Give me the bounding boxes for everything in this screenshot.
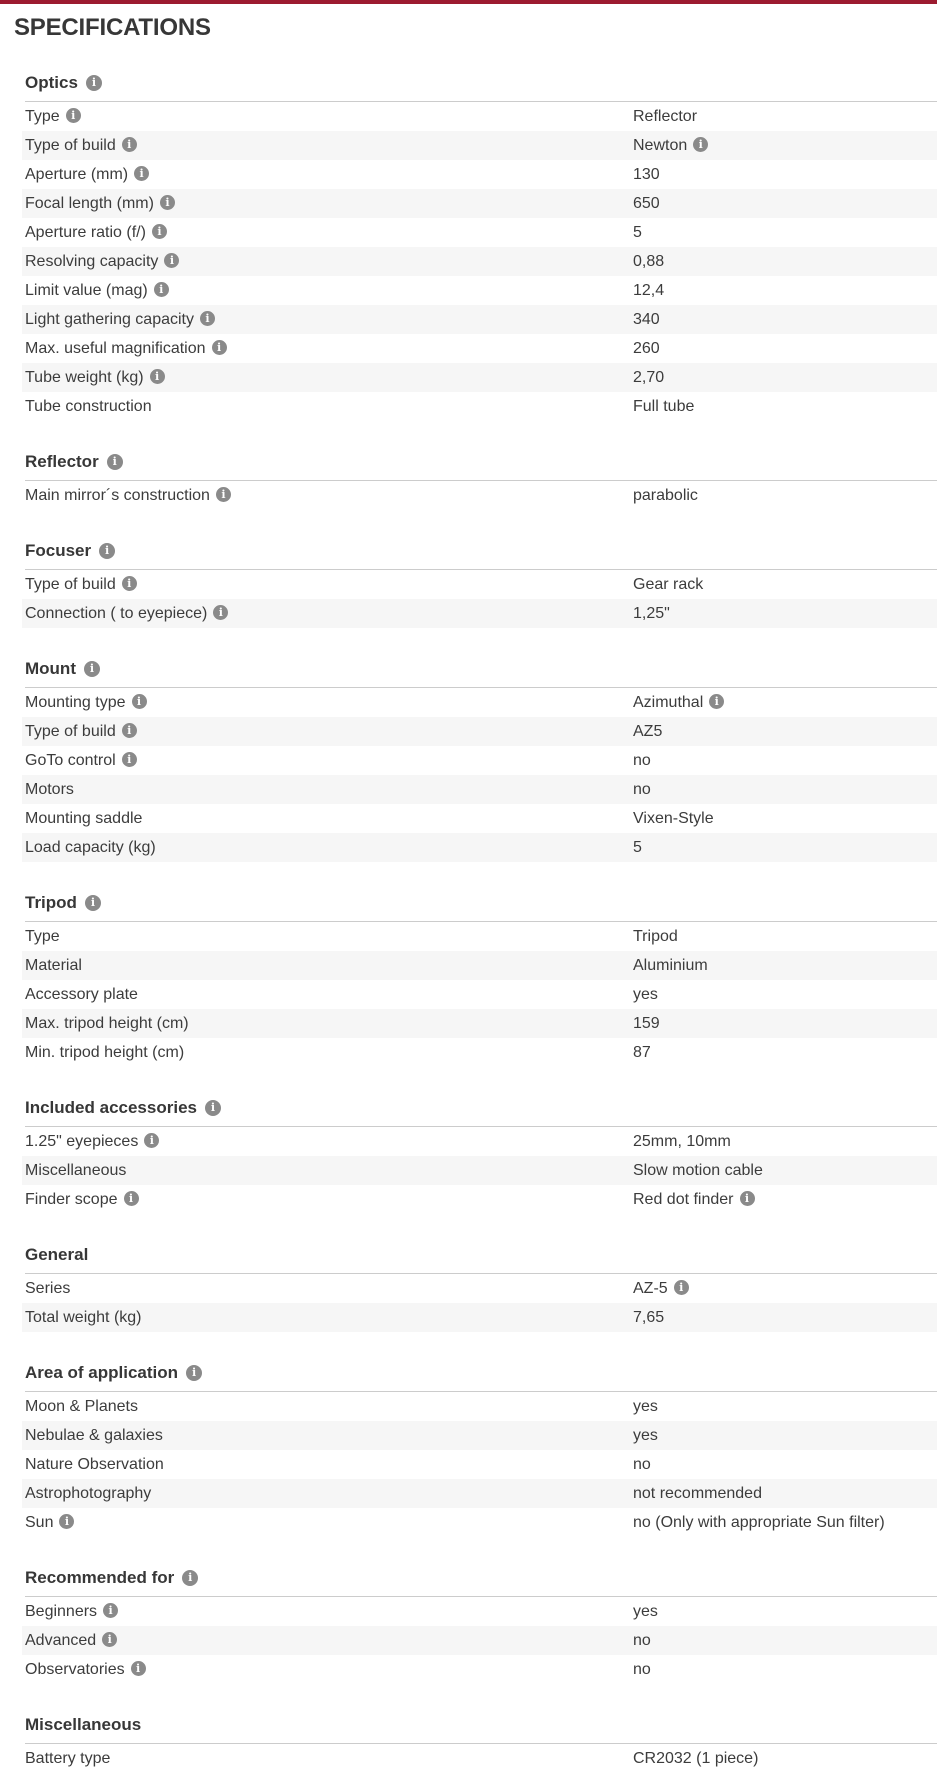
- spec-value: yes: [633, 1398, 658, 1415]
- spec-label: Nebulae & galaxies: [25, 1427, 163, 1444]
- spec-row: [22, 833, 937, 862]
- spec-table: [22, 1274, 937, 1332]
- spec-label-cell: [22, 131, 633, 160]
- spec-value: no: [633, 1632, 651, 1649]
- info-icon[interactable]: i: [212, 340, 227, 355]
- spec-label-cell: [22, 1274, 633, 1303]
- spec-value-cell: [633, 131, 937, 160]
- spec-row: [22, 1450, 937, 1479]
- spec-label-cell: [22, 1655, 633, 1684]
- section-title: Recommended for: [25, 1568, 175, 1587]
- spec-row: [22, 1655, 937, 1684]
- spec-label-cell: [22, 160, 633, 189]
- spec-row: [22, 1626, 937, 1655]
- spec-label-cell: [22, 1744, 633, 1773]
- spec-label-cell: [22, 481, 633, 510]
- info-icon[interactable]: i: [124, 1191, 139, 1206]
- spec-value-cell: [633, 599, 937, 628]
- spec-row: [22, 1127, 937, 1156]
- spec-label: Motors: [25, 781, 74, 798]
- spec-label: Finder scope: [25, 1191, 118, 1208]
- info-icon[interactable]: i: [150, 369, 165, 384]
- spec-row: [22, 276, 937, 305]
- spec-value-cell: [633, 570, 937, 599]
- spec-label: Max. tripod height (cm): [25, 1015, 189, 1032]
- section-title: Included accessories: [25, 1098, 197, 1117]
- spec-value: AZ5: [633, 723, 663, 740]
- section-header: [25, 1097, 937, 1127]
- info-icon[interactable]: i: [102, 1632, 117, 1647]
- spec-value-cell: [633, 717, 937, 746]
- spec-row: [22, 247, 937, 276]
- spec-row: [22, 392, 937, 421]
- section-header: [25, 540, 937, 570]
- accent-bar: [0, 0, 937, 4]
- spec-value-cell: [633, 1392, 937, 1421]
- spec-label-cell: [22, 102, 633, 131]
- spec-row: [22, 951, 937, 980]
- spec-value-cell: [633, 305, 937, 334]
- spec-label-cell: [22, 717, 633, 746]
- spec-row: [22, 1009, 937, 1038]
- spec-label: GoTo control: [25, 752, 116, 769]
- spec-row: [22, 189, 937, 218]
- section-header: [25, 1567, 937, 1597]
- spec-label-cell: [22, 1450, 633, 1479]
- spec-value-cell: [633, 775, 937, 804]
- spec-value-cell: [633, 1009, 937, 1038]
- spec-label: Light gathering capacity: [25, 311, 194, 328]
- spec-value: 159: [633, 1015, 660, 1032]
- spec-table: [22, 1392, 937, 1537]
- spec-row: [22, 218, 937, 247]
- spec-label-cell: [22, 363, 633, 392]
- spec-label: Connection ( to eyepiece): [25, 605, 208, 622]
- spec-label: Type of build: [25, 576, 116, 593]
- spec-section: [0, 1097, 937, 1214]
- spec-value: Vixen-Style: [633, 810, 714, 827]
- spec-value: Slow motion cable: [633, 1162, 763, 1179]
- spec-value: 87: [633, 1044, 651, 1061]
- spec-label: Type: [25, 108, 60, 125]
- spec-row: [22, 160, 937, 189]
- spec-value-cell: [633, 1421, 937, 1450]
- info-icon[interactable]: i: [107, 454, 123, 470]
- info-icon[interactable]: i: [122, 576, 137, 591]
- spec-value-cell: [633, 833, 937, 862]
- spec-label-cell: [22, 833, 633, 862]
- spec-value-cell: [633, 804, 937, 833]
- section-title: Optics: [25, 73, 78, 92]
- spec-label-cell: [22, 1009, 633, 1038]
- section-header: [25, 1714, 937, 1744]
- spec-section: [0, 540, 937, 628]
- spec-table: [22, 1597, 937, 1684]
- spec-row: [22, 717, 937, 746]
- spec-value-cell: [633, 189, 937, 218]
- spec-row: [22, 980, 937, 1009]
- spec-label-cell: [22, 276, 633, 305]
- spec-value: 1,25": [633, 605, 670, 622]
- section-header: [25, 451, 937, 481]
- spec-section: [0, 1244, 937, 1332]
- spec-value-cell: [633, 922, 937, 951]
- spec-row: [22, 1303, 937, 1332]
- spec-label: Limit value (mag): [25, 282, 148, 299]
- spec-value: 260: [633, 340, 660, 357]
- spec-label-cell: [22, 1127, 633, 1156]
- spec-value: Reflector: [633, 108, 698, 125]
- info-icon[interactable]: i: [122, 137, 137, 152]
- spec-table: [22, 102, 937, 421]
- spec-row: [22, 922, 937, 951]
- spec-value-cell: [633, 102, 937, 131]
- spec-label: Main mirror´s construction: [25, 487, 210, 504]
- info-icon[interactable]: i: [66, 108, 81, 123]
- spec-value: 5: [633, 224, 642, 241]
- spec-label: Min. tripod height (cm): [25, 1044, 185, 1061]
- info-icon[interactable]: i: [131, 1661, 146, 1676]
- info-icon[interactable]: i: [693, 137, 708, 152]
- spec-value-cell: [633, 1597, 937, 1626]
- spec-label: Advanced: [25, 1632, 97, 1649]
- spec-row: [22, 1185, 937, 1214]
- spec-value: 0,88: [633, 253, 665, 270]
- spec-label-cell: [22, 189, 633, 218]
- spec-label: Miscellaneous: [25, 1162, 127, 1179]
- spec-label: Series: [25, 1280, 71, 1297]
- info-icon[interactable]: i: [144, 1133, 159, 1148]
- spec-label: Nature Observation: [25, 1456, 164, 1473]
- spec-value-cell: [633, 980, 937, 1009]
- spec-value: no (Only with appropriate Sun filter): [633, 1514, 885, 1531]
- section-title: Reflector: [25, 452, 99, 471]
- spec-label: 1.25" eyepieces: [25, 1133, 139, 1150]
- spec-row: [22, 1597, 937, 1626]
- spec-label-cell: [22, 746, 633, 775]
- spec-value-cell: [633, 392, 937, 421]
- spec-value: no: [633, 1661, 651, 1678]
- info-icon[interactable]: i: [154, 282, 169, 297]
- spec-label: Moon & Planets: [25, 1398, 138, 1415]
- spec-label-cell: [22, 1508, 633, 1537]
- spec-label-cell: [22, 688, 633, 717]
- spec-value: CR2032 (1 piece): [633, 1750, 759, 1767]
- spec-row: [22, 1508, 937, 1537]
- info-icon[interactable]: i: [134, 166, 149, 181]
- info-icon[interactable]: i: [205, 1100, 221, 1116]
- spec-value-cell: [633, 1655, 937, 1684]
- spec-value-cell: [633, 1156, 937, 1185]
- spec-label: Aperture ratio (f/): [25, 224, 146, 241]
- spec-row: [22, 746, 937, 775]
- spec-table: [22, 570, 937, 628]
- info-icon[interactable]: i: [122, 723, 137, 738]
- spec-row: [22, 775, 937, 804]
- spec-label: Material: [25, 957, 82, 974]
- spec-label-cell: [22, 1479, 633, 1508]
- spec-value: no: [633, 752, 651, 769]
- spec-value-cell: [633, 746, 937, 775]
- spec-label: Sun: [25, 1514, 54, 1531]
- section-title: Tripod: [25, 893, 77, 912]
- spec-row: [22, 102, 937, 131]
- spec-table: [22, 1744, 937, 1773]
- spec-table: [22, 922, 937, 1067]
- section-header: [25, 72, 937, 102]
- spec-value: 25mm, 10mm: [633, 1133, 731, 1150]
- spec-label: Resolving capacity: [25, 253, 159, 270]
- spec-label: Astrophotography: [25, 1485, 152, 1502]
- specifications-sections: [0, 72, 937, 1773]
- spec-value-cell: [633, 276, 937, 305]
- spec-row: [22, 481, 937, 510]
- spec-value: 2,70: [633, 369, 665, 386]
- spec-value-cell: [633, 688, 937, 717]
- spec-value: Gear rack: [633, 576, 704, 593]
- section-title: Focuser: [25, 541, 92, 560]
- info-icon[interactable]: i: [59, 1514, 74, 1529]
- section-title: Mount: [25, 659, 76, 678]
- spec-label-cell: [22, 804, 633, 833]
- info-icon[interactable]: i: [99, 543, 115, 559]
- spec-label: Observatories: [25, 1661, 125, 1678]
- spec-value: Full tube: [633, 398, 695, 415]
- spec-value: 5: [633, 839, 642, 856]
- spec-row: [22, 363, 937, 392]
- spec-value-cell: [633, 160, 937, 189]
- spec-section: [0, 451, 937, 510]
- spec-label: Type: [25, 928, 60, 945]
- spec-value: not recommended: [633, 1485, 762, 1502]
- section-title: Area of application: [25, 1363, 179, 1382]
- spec-value: 650: [633, 195, 660, 212]
- spec-section: [0, 1714, 937, 1773]
- spec-row: [22, 1421, 937, 1450]
- spec-value: Newton: [633, 137, 688, 154]
- spec-value: Tripod: [633, 928, 678, 945]
- spec-label: Load capacity (kg): [25, 839, 156, 856]
- spec-value-cell: [633, 218, 937, 247]
- spec-value-cell: [633, 1303, 937, 1332]
- info-icon[interactable]: i: [84, 661, 100, 677]
- spec-label-cell: [22, 1392, 633, 1421]
- section-header: [25, 658, 937, 688]
- spec-value: Azimuthal: [633, 694, 704, 711]
- spec-label-cell: [22, 1626, 633, 1655]
- spec-row: [22, 599, 937, 628]
- spec-value-cell: [633, 1450, 937, 1479]
- page-title: SPECIFICATIONS: [14, 14, 211, 41]
- spec-table: [22, 688, 937, 862]
- spec-label-cell: [22, 218, 633, 247]
- spec-label-cell: [22, 1156, 633, 1185]
- spec-row: [22, 1392, 937, 1421]
- info-icon[interactable]: i: [86, 75, 102, 91]
- spec-row: [22, 1038, 937, 1067]
- info-icon[interactable]: i: [164, 253, 179, 268]
- spec-label: Beginners: [25, 1603, 98, 1620]
- info-icon[interactable]: i: [182, 1570, 198, 1586]
- spec-value: parabolic: [633, 487, 698, 504]
- spec-label-cell: [22, 247, 633, 276]
- spec-value-cell: [633, 1744, 937, 1773]
- spec-label: Mounting saddle: [25, 810, 143, 827]
- spec-row: [22, 1479, 937, 1508]
- spec-value: no: [633, 1456, 651, 1473]
- info-icon[interactable]: i: [152, 224, 167, 239]
- spec-label: Aperture (mm): [25, 166, 129, 183]
- spec-value-cell: [633, 1274, 937, 1303]
- spec-label: Accessory plate: [25, 986, 138, 1003]
- spec-section: [0, 72, 937, 421]
- spec-value-cell: [633, 363, 937, 392]
- section-header: [25, 892, 937, 922]
- spec-label: Focal length (mm): [25, 195, 154, 212]
- info-icon[interactable]: i: [132, 694, 147, 709]
- info-icon[interactable]: i: [216, 487, 231, 502]
- spec-row: [22, 804, 937, 833]
- spec-row: [22, 1156, 937, 1185]
- spec-value: yes: [633, 1427, 658, 1444]
- spec-value: AZ-5: [633, 1280, 668, 1297]
- spec-value-cell: [633, 1508, 937, 1537]
- section-header: [25, 1362, 937, 1392]
- section-title: General: [25, 1245, 89, 1264]
- spec-table: [22, 481, 937, 510]
- spec-row: [22, 1274, 937, 1303]
- spec-value: 7,65: [633, 1309, 665, 1326]
- spec-value: 340: [633, 311, 660, 328]
- spec-label-cell: [22, 1303, 633, 1332]
- spec-value: no: [633, 781, 651, 798]
- info-icon[interactable]: i: [200, 311, 215, 326]
- spec-table: [22, 1127, 937, 1214]
- spec-label: Total weight (kg): [25, 1309, 142, 1326]
- spec-label-cell: [22, 980, 633, 1009]
- spec-row: [22, 334, 937, 363]
- info-icon[interactable]: i: [160, 195, 175, 210]
- spec-section: [0, 658, 937, 862]
- spec-section: [0, 892, 937, 1067]
- spec-label-cell: [22, 951, 633, 980]
- spec-row: [22, 688, 937, 717]
- spec-value: Aluminium: [633, 957, 708, 974]
- spec-label: Mounting type: [25, 694, 126, 711]
- spec-label-cell: [22, 775, 633, 804]
- info-icon[interactable]: i: [213, 605, 228, 620]
- spec-label-cell: [22, 305, 633, 334]
- spec-value: 130: [633, 166, 660, 183]
- spec-section: [0, 1567, 937, 1684]
- spec-label: Battery type: [25, 1750, 111, 1767]
- spec-value-cell: [633, 481, 937, 510]
- section-title: Miscellaneous: [25, 1715, 142, 1734]
- spec-value-cell: [633, 1479, 937, 1508]
- info-icon[interactable]: i: [709, 694, 724, 709]
- info-icon[interactable]: i: [122, 752, 137, 767]
- spec-section: [0, 1362, 937, 1537]
- spec-label-cell: [22, 392, 633, 421]
- spec-row: [22, 570, 937, 599]
- spec-value-cell: [633, 1038, 937, 1067]
- spec-label-cell: [22, 570, 633, 599]
- spec-label-cell: [22, 599, 633, 628]
- spec-value-cell: [633, 1127, 937, 1156]
- spec-row: [22, 1744, 937, 1773]
- spec-row: [22, 131, 937, 160]
- spec-label: Type of build: [25, 137, 116, 154]
- spec-label: Type of build: [25, 723, 116, 740]
- info-icon[interactable]: i: [103, 1603, 118, 1618]
- spec-label-cell: [22, 334, 633, 363]
- spec-label: Max. useful magnification: [25, 340, 206, 357]
- spec-label: Tube weight (kg): [25, 369, 144, 386]
- spec-value-cell: [633, 951, 937, 980]
- spec-label-cell: [22, 1185, 633, 1214]
- info-icon[interactable]: i: [674, 1280, 689, 1295]
- spec-value: Red dot finder: [633, 1191, 734, 1208]
- spec-value-cell: [633, 334, 937, 363]
- spec-label-cell: [22, 1421, 633, 1450]
- spec-label: Tube construction: [25, 398, 152, 415]
- spec-row: [22, 305, 937, 334]
- spec-value: yes: [633, 1603, 658, 1620]
- spec-value-cell: [633, 247, 937, 276]
- spec-label-cell: [22, 1038, 633, 1067]
- spec-value: 12,4: [633, 282, 665, 299]
- info-icon[interactable]: i: [186, 1365, 202, 1381]
- spec-value-cell: [633, 1185, 937, 1214]
- spec-value: yes: [633, 986, 658, 1003]
- spec-label-cell: [22, 922, 633, 951]
- section-header: [25, 1244, 937, 1274]
- spec-value-cell: [633, 1626, 937, 1655]
- info-icon[interactable]: i: [740, 1191, 755, 1206]
- info-icon[interactable]: i: [85, 895, 101, 911]
- spec-label-cell: [22, 1597, 633, 1626]
